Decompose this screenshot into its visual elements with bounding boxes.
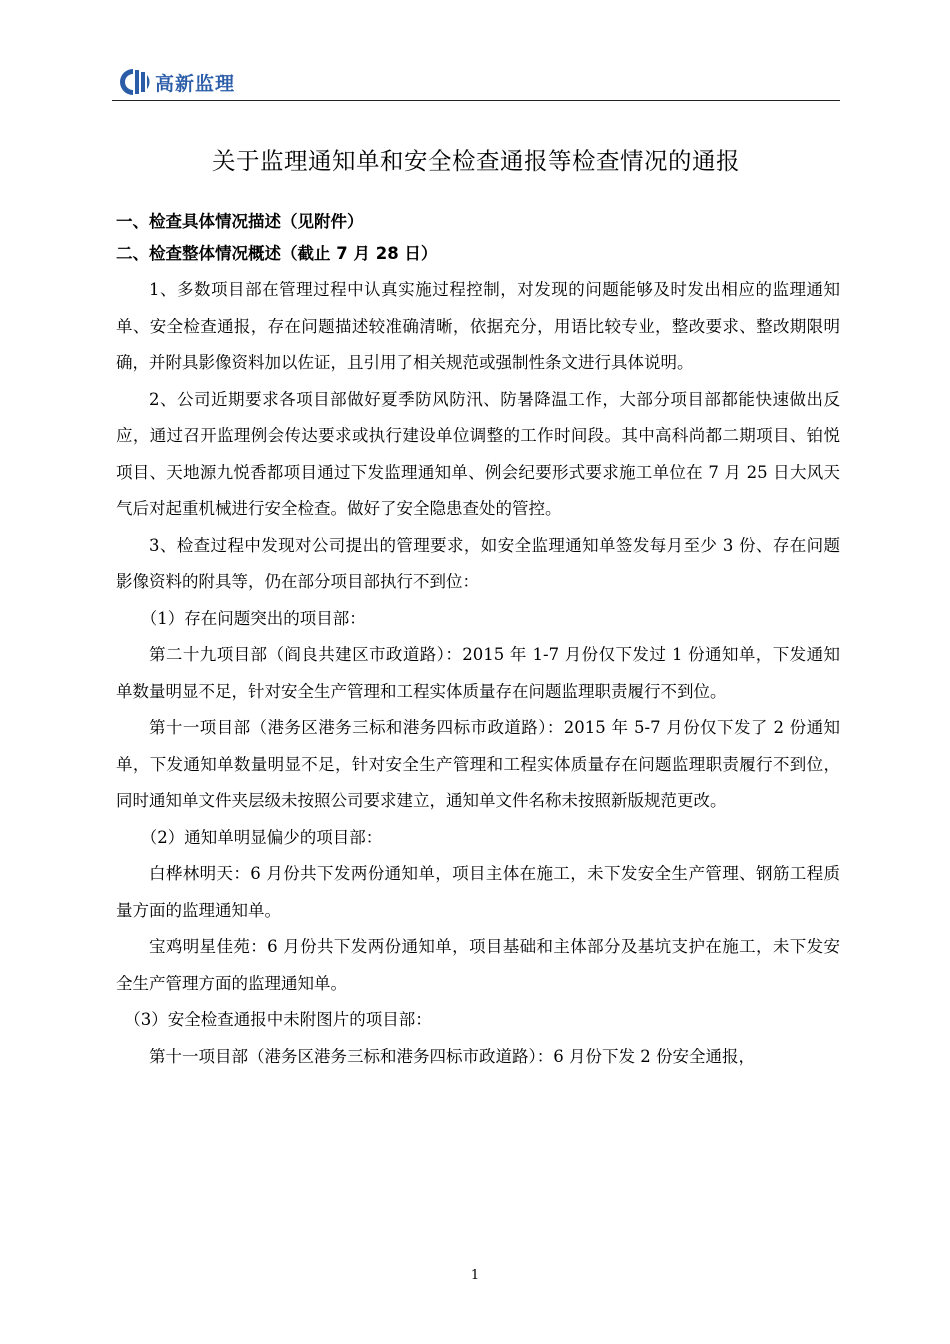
page-number: 1 <box>470 1268 480 1283</box>
section-heading-2: 二、检查整体情况概述（截止 7 月 28 日） <box>116 244 438 263</box>
paragraph: 宝鸡明星佳苑：6 月份共下发两份通知单，项目基础和主体部分及基坑支护在施工，未下发安全生产管理方面的监理通知单。 <box>116 937 840 993</box>
subheading: （3）安全检查通报中未附图片的项目部： <box>124 1010 432 1029</box>
company-logo-icon <box>120 67 150 97</box>
subheading: （1）存在问题突出的项目部： <box>140 608 366 628</box>
logo-text: 高新监理 <box>155 72 236 95</box>
document-title: 关于监理通知单和安全检查通报等检查情况的通报 <box>212 147 740 175</box>
paragraph: 白桦林明天：6 月份共下发两份通知单，项目主体在施工，未下发安全生产管理、钢筋工程质量方面的监理通知单。 <box>116 864 840 920</box>
header-divider <box>112 100 840 101</box>
document-body <box>116 206 840 1075</box>
paragraph: 第十一项目部（港务区港务三标和港务四标市政道路）：6 月份下发 2 份安全通报， <box>149 1046 755 1066</box>
paragraph: 2、公司近期要求各项目部做好夏季防风防汛、防暑降温工作，大部分项目部都能快速做出反应，通过召开监理例会传达要求或执行建设单位调整的工作时间段。其中高科尚都二期项目、铂悦项目、天地源九悦香都项目通过下发监理通知单、例会纪要形式要求施工单位在 7 月 25 日大风天气后对起重机械进行安全检查。做好了安全隐患查处的管控。 <box>116 389 840 518</box>
company-logo <box>120 66 270 98</box>
paragraph: 第二十九项目部（阎良共建区市政道路）：2015 年 1-7 月份仅下发过 1 份通知单，下发通知单数量明显不足，针对安全生产管理和工程实体质量存在问题监理职责履行不到位。 <box>116 645 840 701</box>
paragraph: 第十一项目部（港务区港务三标和港务四标市政道路）：2015 年 5-7 月份仅下发了 2 份通知单，下发通知单数量明显不足，针对安全生产管理和工程实体质量存在问题监理职责履行不到位，同时通知单文件夹层级未按照公司要求建立，通知单文件名称未按照新版规范更改。 <box>116 718 840 810</box>
subheading: （2）通知单明显偏少的项目部： <box>140 827 383 847</box>
paragraph: 1、多数项目部在管理过程中认真实施过程控制，对发现的问题能够及时发出相应的监理通知单、安全检查通报，存在问题描述较准确清晰，依据充分，用语比较专业，整改要求、整改期限明确，并附具影像资料加以佐证，且引用了相关规范或强制性条文进行具体说明。 <box>116 280 840 372</box>
paragraph: 3、检查过程中发现对公司提出的管理要求，如安全监理通知单签发每月至少 3 份、存在问题影像资料的附具等，仍在部分项目部执行不到位： <box>116 535 840 591</box>
section-heading-1: 一、检查具体情况描述（见附件） <box>116 212 364 231</box>
page-header <box>112 66 840 104</box>
